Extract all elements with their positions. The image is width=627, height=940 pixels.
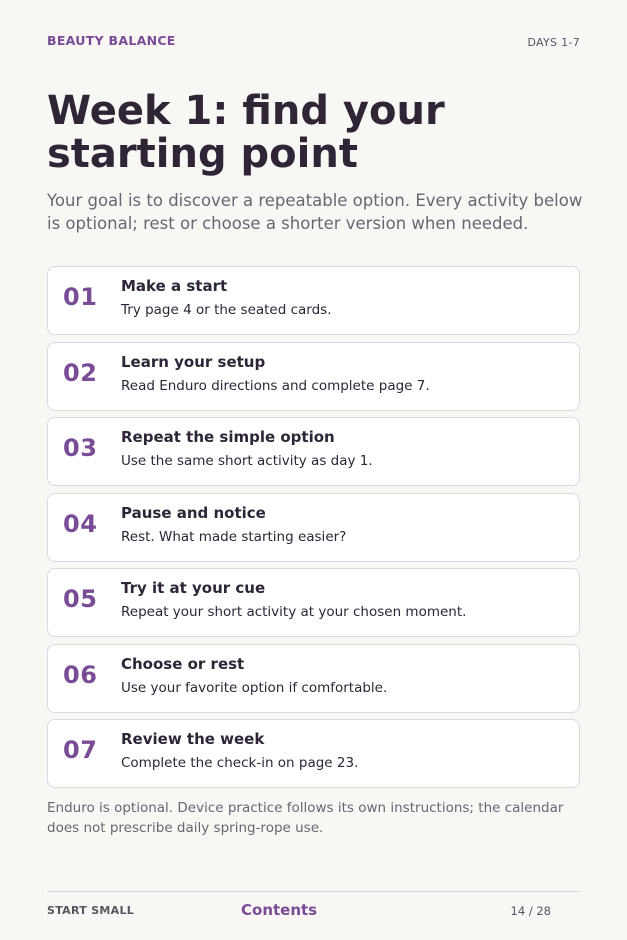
footer-section-label: START SMALL — [47, 904, 135, 917]
day-card — [47, 644, 580, 713]
day-number: 04 — [63, 509, 98, 538]
day-title: Try it at your cue — [121, 579, 266, 597]
day-list — [47, 266, 580, 795]
contents-link[interactable]: Contents — [241, 901, 318, 919]
intro-text: Your goal is to discover a repeatable option. Every activity below is optional; rest or choose a shorter version when needed. — [47, 191, 583, 233]
day-card — [47, 417, 580, 486]
day-title: Make a start — [121, 277, 228, 295]
day-description: Read Enduro directions and complete page 7. — [121, 377, 430, 394]
day-description: Try page 4 or the seated cards. — [121, 302, 332, 318]
footer-divider — [47, 891, 580, 892]
day-number: 06 — [63, 660, 98, 689]
day-description: Repeat your short activity at your chosen moment. — [121, 604, 467, 620]
day-description: Use your favorite option if comfortable. — [121, 679, 388, 696]
day-number: 05 — [63, 585, 98, 613]
page-title: Week 1: find your starting point — [47, 88, 445, 177]
day-title: Learn your setup — [121, 352, 266, 371]
day-description: Use the same short activity as day 1. — [121, 453, 373, 469]
day-description: Complete the check-in on page 23. — [121, 755, 359, 771]
footnote-text: Enduro is optional. Device practice follows its own instructions; the calendar does not prescribe daily spring-rope use. — [47, 800, 564, 836]
day-number: 01 — [63, 283, 98, 311]
day-title: Review the week — [121, 730, 265, 748]
day-card — [47, 493, 580, 562]
day-title: Choose or rest — [121, 654, 245, 673]
page-number: 14 / 28 — [510, 904, 551, 918]
day-card — [47, 342, 580, 411]
day-number: 03 — [63, 434, 98, 462]
day-card — [47, 266, 580, 335]
day-card — [47, 719, 580, 788]
brand-label: BEAUTY BALANCE — [47, 33, 176, 48]
day-number: 02 — [63, 358, 98, 387]
day-title: Pause and notice — [121, 503, 266, 522]
day-number: 07 — [63, 736, 98, 764]
page-header — [47, 32, 580, 49]
day-description: Rest. What made starting easier? — [121, 528, 347, 545]
days-range-label: DAYS 1-7 — [527, 36, 580, 49]
day-card — [47, 568, 580, 637]
day-title: Repeat the simple option — [121, 428, 335, 446]
